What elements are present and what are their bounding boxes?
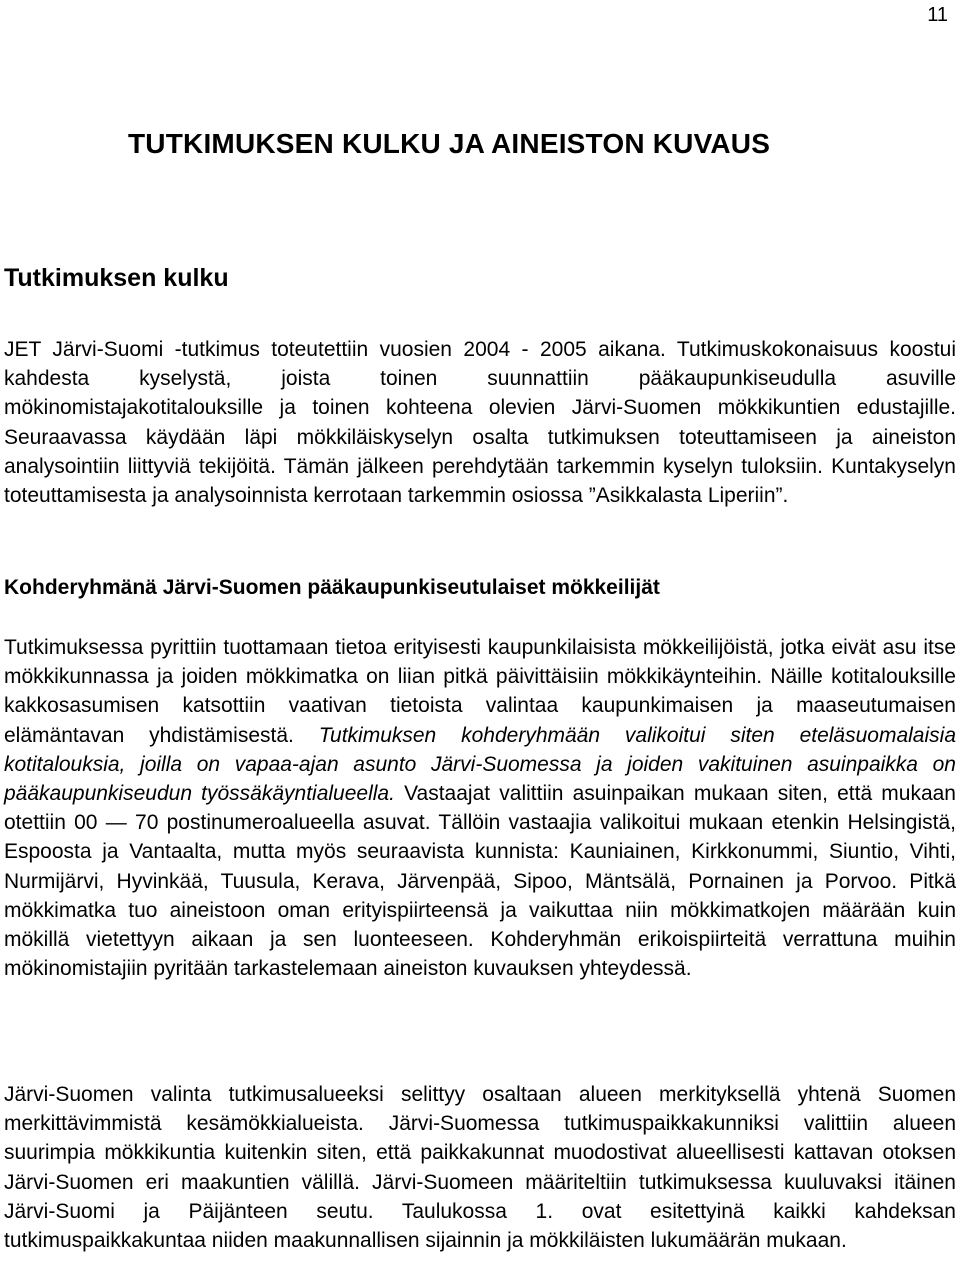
subsection-title: Kohderyhmänä Järvi-Suomen pääkaupunkiseutulaiset mökkeilijät bbox=[4, 576, 660, 599]
page-number: 11 bbox=[927, 4, 948, 26]
paragraph-research-process: JET Järvi-Suomi -tutkimus toteutettiin vuosien 2004 - 2005 aikana. Tutkimuskokonaisuus koostui kahdesta kyselystä, joista toinen suunnattiin pääkaupunkiseudulla asuville mökinomistajakotitalouksille ja toinen kohteena olevien Järvi-Suomen mökkikuntien edustajille. Seuraavassa käydään läpi mökkiläiskyselyn osalta tutkimuksen toteuttamiseen ja aineiston analysointiin liittyviä tekijöitä. Tämän jälkeen perehdytään tarkemmin kyselyn tuloksiin. Kuntakyselyn toteuttamisesta ja analysoinnista kerrotaan tarkemmin osiossa ”Asikkalasta Liperiin”. bbox=[4, 338, 956, 508]
paragraph-target-group-text-2: Vastaajat valittiin asuinpaikan mukaan siten, että mukaan otettiin 00 — 70 postinumeroalueella asuvat. Tällöin vastaajia valikoitui mukaan etenkin Helsingistä, Espoosta ja Vantaalta, mutta myös seuraavista kunnista: Kauniainen, Kirkkonummi, Siuntio, Vihti, Nurmijärvi, Hyvinkää, Tuusula, Kerava, Järvenpää, Sipoo, Mäntsälä, Pornainen ja Porvoo. Pitkä mökkimatka tuo aineistoon oman erityispiirteensä ja vaikuttaa niin mökkimatkojen määrään kuin mökillä vietettyyn aikaan ja sen luonteeseen. Kohderyhmän erikoispiirteitä verrattuna muihin mökinomistajiin pyritään tarkastelemaan aineiston kuvauksen yhteydessä. bbox=[4, 782, 956, 981]
chapter-title: TUTKIMUKSEN KULKU JA AINEISTON KUVAUS bbox=[128, 128, 771, 159]
paragraph-target-group-text-1: Tutkimuksessa pyrittiin tuottamaan tietoa erityisesti kaupunkilaisista mökkeilijöistä, jotka eivät asu itse mökkikunnassa ja joiden mökkimatka on liian pitkä päivittäisiin mökkikäynteihin. Näille kotitalouksille kakkosasumisen katsottiin vaativan tietoista valintaa kaupunkimaisen ja maaseutumaisen elämäntavan yhdistämisestä. bbox=[4, 636, 956, 747]
paragraph-target-group bbox=[4, 633, 956, 983]
paragraph-target-group-emphasis: Tutkimuksen kohderyhmään valikoitui siten eteläsuomalaisia kotitalouksia, joilla on vapaa-ajan asunto Järvi-Suomessa ja joiden vakituinen asuinpaikka on pääkaupunkiseudun työssäkäyntialueella. bbox=[4, 723, 957, 806]
section-title: Tutkimuksen kulku bbox=[4, 264, 229, 292]
paragraph-study-area: Järvi-Suomen valinta tutkimusalueeksi selittyy osaltaan alueen merkityksellä yhtenä Suomen merkittävimmistä kesämökkialueista. Järvi-Suomessa tutkimuspaikkakunniksi valittiin alueen suurimpia mökkikuntia kuitenkin siten, että paikkakunnat muodostivat alueellisesti kattavan otoksen Järvi-Suomen eri maakuntien välillä. Järvi-Suomeen määriteltiin tutkimuksessa kuuluvaksi itäinen Järvi-Suomi ja Päijänteen seutu. Taulukossa 1. ovat esitettyinä kaikki kahdeksan tutkimuspaikkakuntaa niiden maakunnallisen sijainnin ja mökkiläisten lukumäärän mukaan. bbox=[4, 1083, 956, 1253]
